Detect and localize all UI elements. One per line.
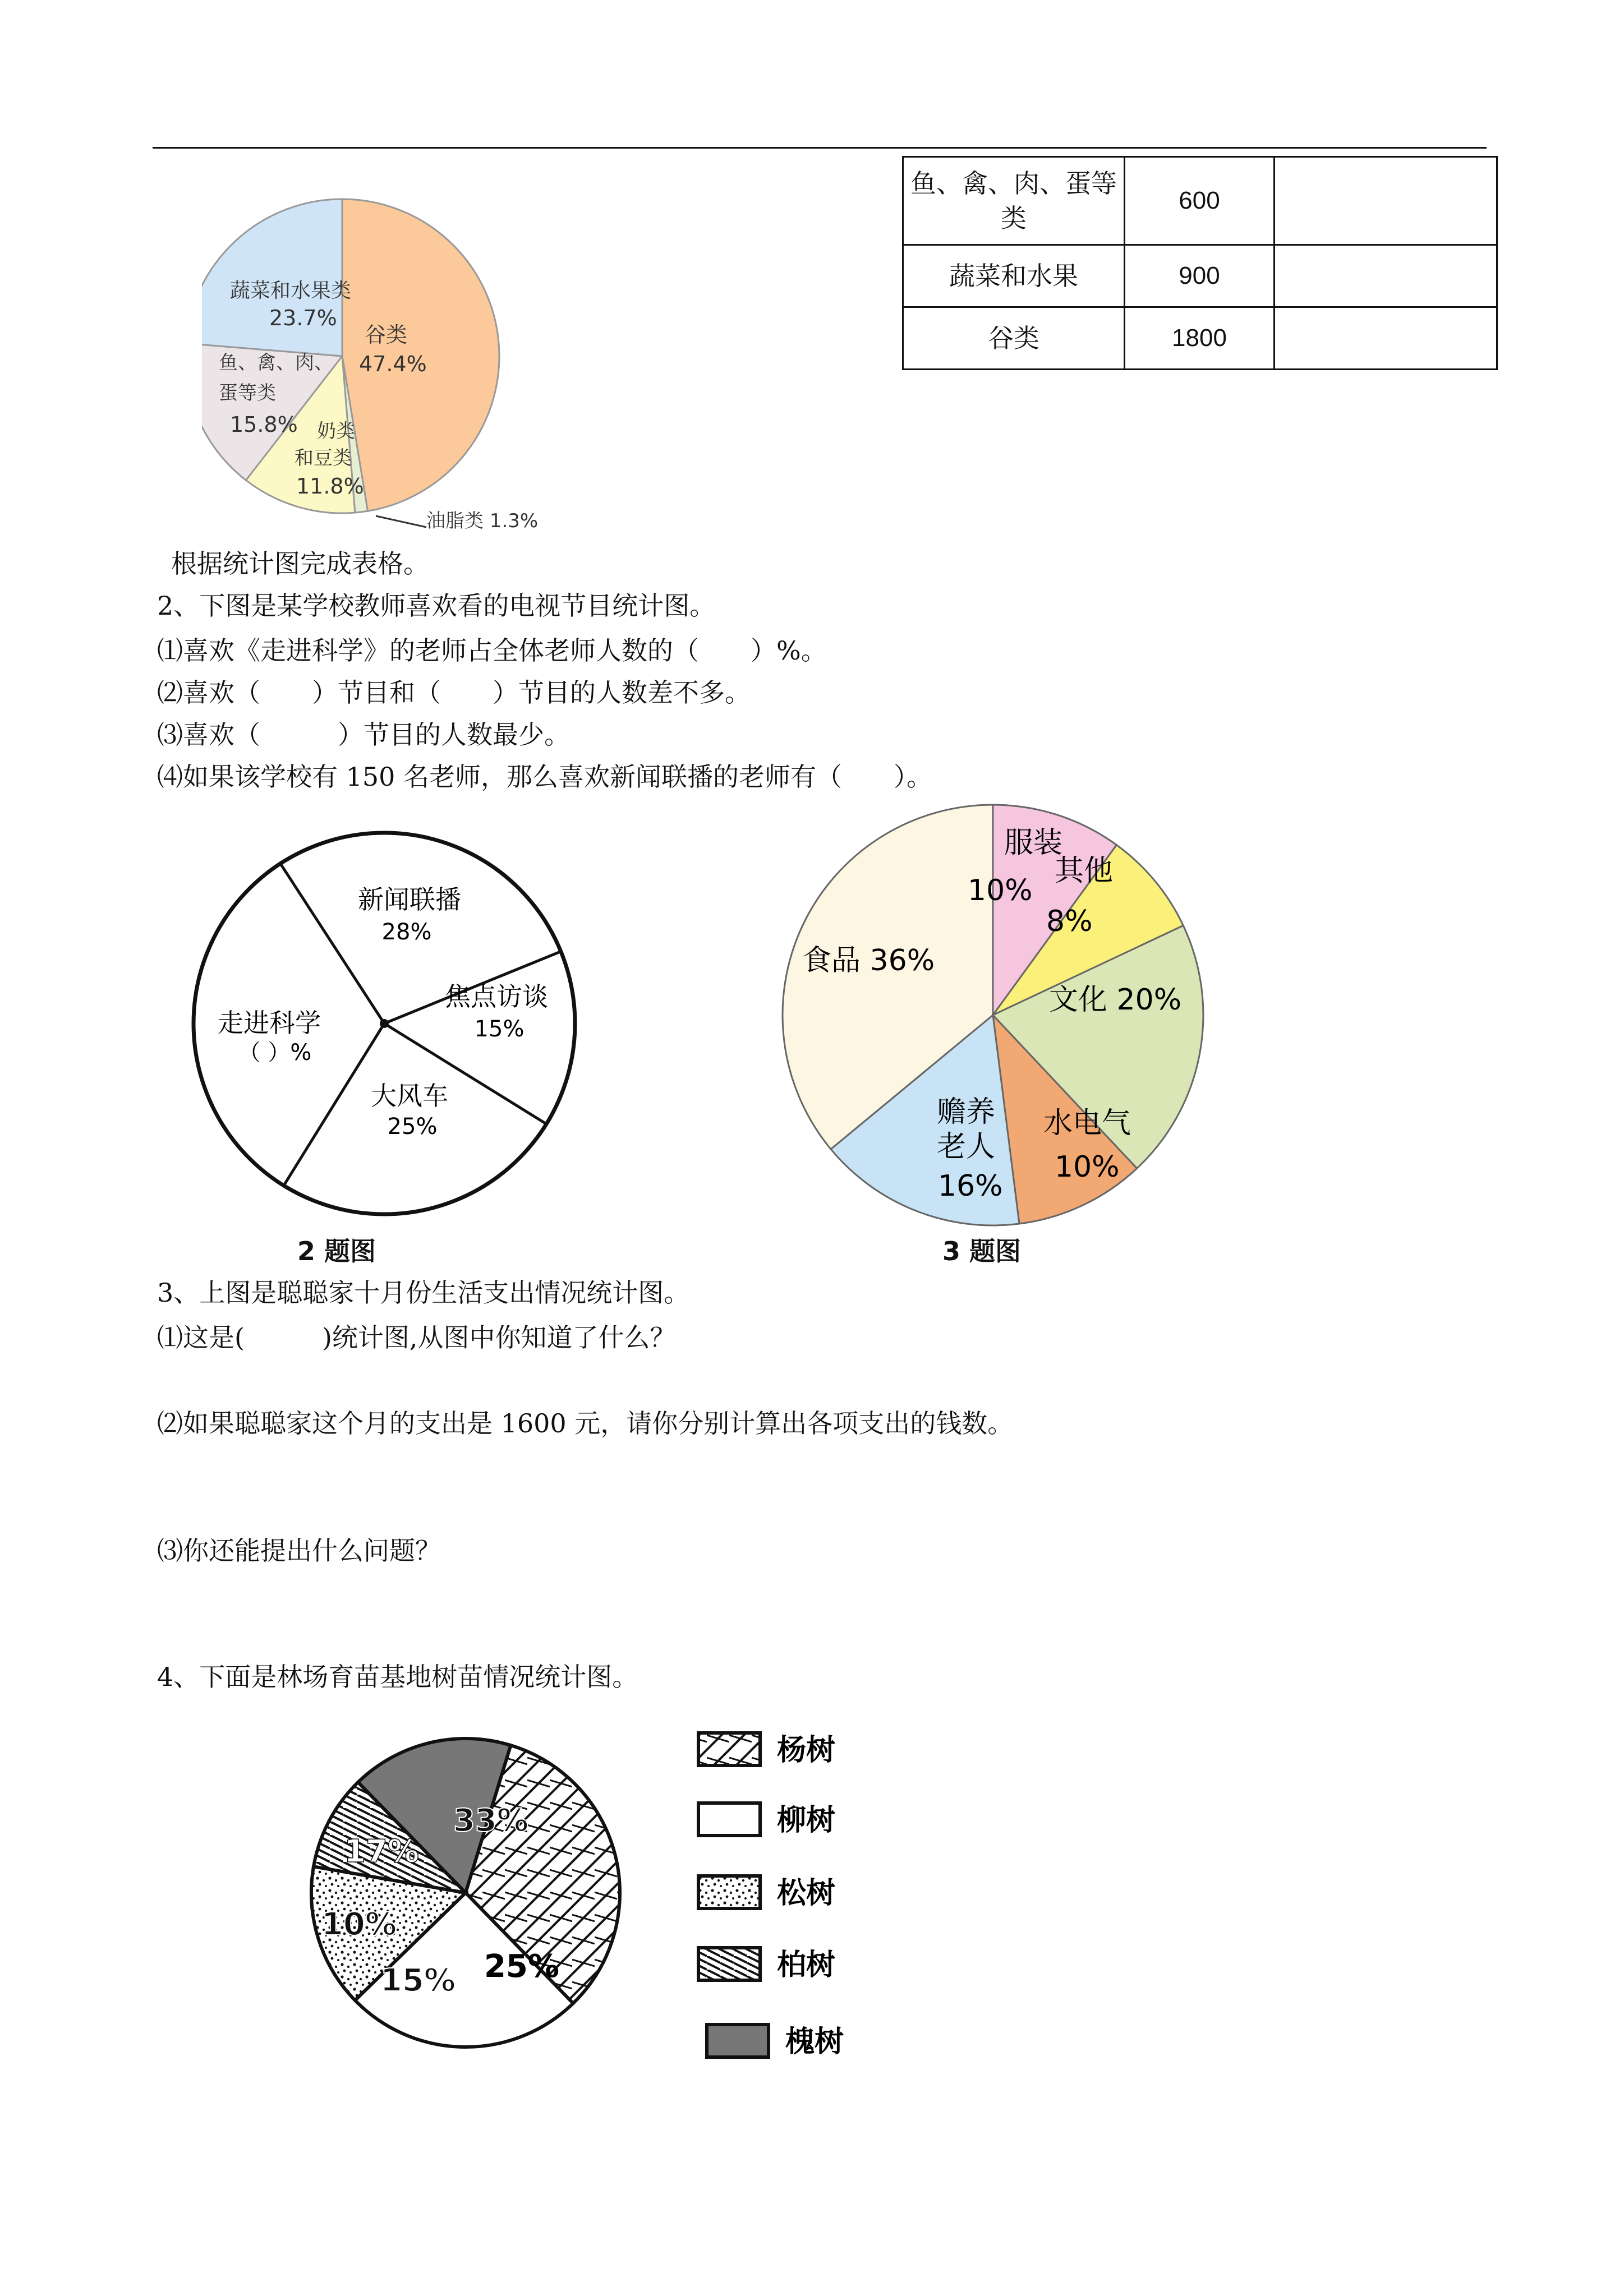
table-cell-value: 1800 <box>1125 307 1275 370</box>
question-2-2: ⑵喜欢（ ）节目和（ ）节目的人数差不多。 <box>157 677 751 708</box>
other-pct: 8% <box>1046 905 1093 938</box>
caption-2: 2 题图 <box>297 1236 376 1266</box>
table-cell-name: 蔬菜和水果 <box>903 245 1125 307</box>
tree-pct-pine: 15% <box>380 1962 456 1999</box>
tv-pct-news: 28% <box>381 919 432 945</box>
tree-pct-locust: 17% <box>343 1833 420 1870</box>
table-cell-value: 900 <box>1125 245 1275 307</box>
fish-pct: 15.8% <box>230 412 298 437</box>
question-3-1: ⑴这是( )统计图,从图中你知道了什么？ <box>157 1322 676 1353</box>
utility-pct: 10% <box>1055 1150 1120 1184</box>
table-cell-blank[interactable] <box>1275 157 1497 245</box>
utility-label: 水电气 <box>1043 1106 1131 1140</box>
oil-label: 油脂类 1.3% <box>426 510 539 532</box>
legend-swatch-locust <box>707 2025 769 2057</box>
tv-pie-chart <box>185 824 589 1228</box>
tv-pct-windmill: 25% <box>387 1114 438 1140</box>
tv-pie-center <box>380 1019 389 1028</box>
table-cell-name: 鱼、禽、肉、蛋等类 <box>903 157 1125 245</box>
clothes-label: 服装 <box>1004 826 1063 860</box>
elder-label-2: 老人 <box>937 1130 996 1164</box>
legend-label-poplar: 杨树 <box>777 1733 836 1767</box>
tree-pie-slices <box>311 1739 620 2047</box>
instruction-text: 根据统计图完成表格。 <box>171 548 429 579</box>
tv-label-science: 走进科学 <box>218 1008 321 1038</box>
tv-pct-science: （ ）% <box>238 1040 312 1066</box>
legend-swatch-cypress <box>698 1948 760 1980</box>
tree-pct-willow: 25% <box>484 1948 560 1985</box>
grain-label: 谷类 <box>365 322 408 347</box>
legend-label-willow: 柳树 <box>777 1804 836 1837</box>
question-2-title: 2、下图是某学校教师喜欢看的电视节目统计图。 <box>157 591 716 621</box>
tv-label-windmill: 大风车 <box>371 1081 448 1111</box>
header-rule <box>153 147 1487 149</box>
elder-label-1: 赡养 <box>937 1095 996 1129</box>
legend-swatch-pine <box>698 1876 760 1908</box>
other-label: 其他 <box>1055 854 1114 888</box>
caption-3: 3 题图 <box>942 1236 1022 1266</box>
tree-pie-chart <box>303 1727 920 2064</box>
table-cell-blank[interactable] <box>1275 245 1497 307</box>
food-table <box>902 156 1498 370</box>
tree-legend <box>698 1733 844 2059</box>
milk-label-2: 和豆类 <box>295 447 352 469</box>
question-4-title: 4、下面是林场育苗基地树苗情况统计图。 <box>157 1662 638 1692</box>
question-2-3: ⑶喜欢（ ）节目的人数最少。 <box>157 720 570 750</box>
tree-pct-cypress: 10% <box>321 1906 397 1943</box>
legend-swatch-poplar <box>698 1733 760 1765</box>
legend-label-pine: 松树 <box>777 1877 836 1910</box>
table-row <box>903 245 1497 307</box>
tv-pct-focus: 15% <box>474 1016 525 1042</box>
fish-label-1: 鱼、禽、肉、 <box>219 352 333 374</box>
culture-label: 文化 20% <box>1049 983 1182 1017</box>
legend-swatch-willow <box>698 1803 760 1836</box>
clothes-pct: 10% <box>968 874 1033 907</box>
legend-label-locust: 槐树 <box>785 2025 844 2059</box>
table-cell-name: 谷类 <box>903 307 1125 370</box>
veg-pct: 23.7% <box>269 306 337 330</box>
food-pie-chart <box>202 191 583 550</box>
table-cell-blank[interactable] <box>1275 307 1497 370</box>
expense-pie-chart <box>769 796 1217 1234</box>
question-3-3: ⑶你还能提出什么问题？ <box>157 1536 441 1566</box>
question-2-1: ⑴喜欢《走进科学》的老师占全体老师人数的（ ）%。 <box>157 635 827 666</box>
tv-label-news: 新闻联播 <box>358 884 461 915</box>
question-3-2: ⑵如果聪聪家这个月的支出是 1600 元，请你分别计算出各项支出的钱数。 <box>157 1408 1014 1439</box>
tree-pct-poplar: 33% <box>453 1802 529 1839</box>
question-3-title: 3、上图是聪聪家十月份生活支出情况统计图。 <box>157 1278 690 1308</box>
milk-label-1: 奶类 <box>317 420 355 442</box>
table-row <box>903 157 1497 245</box>
table-cell-value: 600 <box>1125 157 1275 245</box>
question-2-4: ⑷如果该学校有 150 名老师，那么喜欢新闻联播的老师有（ ）。 <box>157 762 933 792</box>
elder-pct: 16% <box>938 1169 1003 1203</box>
grain-pct: 47.4% <box>359 352 427 376</box>
food-label: 食品 36% <box>802 944 935 978</box>
tv-label-focus: 焦点访谈 <box>445 981 548 1012</box>
legend-label-cypress: 柏树 <box>777 1948 836 1982</box>
veg-label: 蔬菜和水果类 <box>230 279 352 302</box>
fish-label-2: 蛋等类 <box>219 382 276 404</box>
table-row <box>903 307 1497 370</box>
oil-leader-line <box>376 516 426 527</box>
food-slice-4 <box>202 199 342 356</box>
milk-pct: 11.8% <box>296 474 364 499</box>
